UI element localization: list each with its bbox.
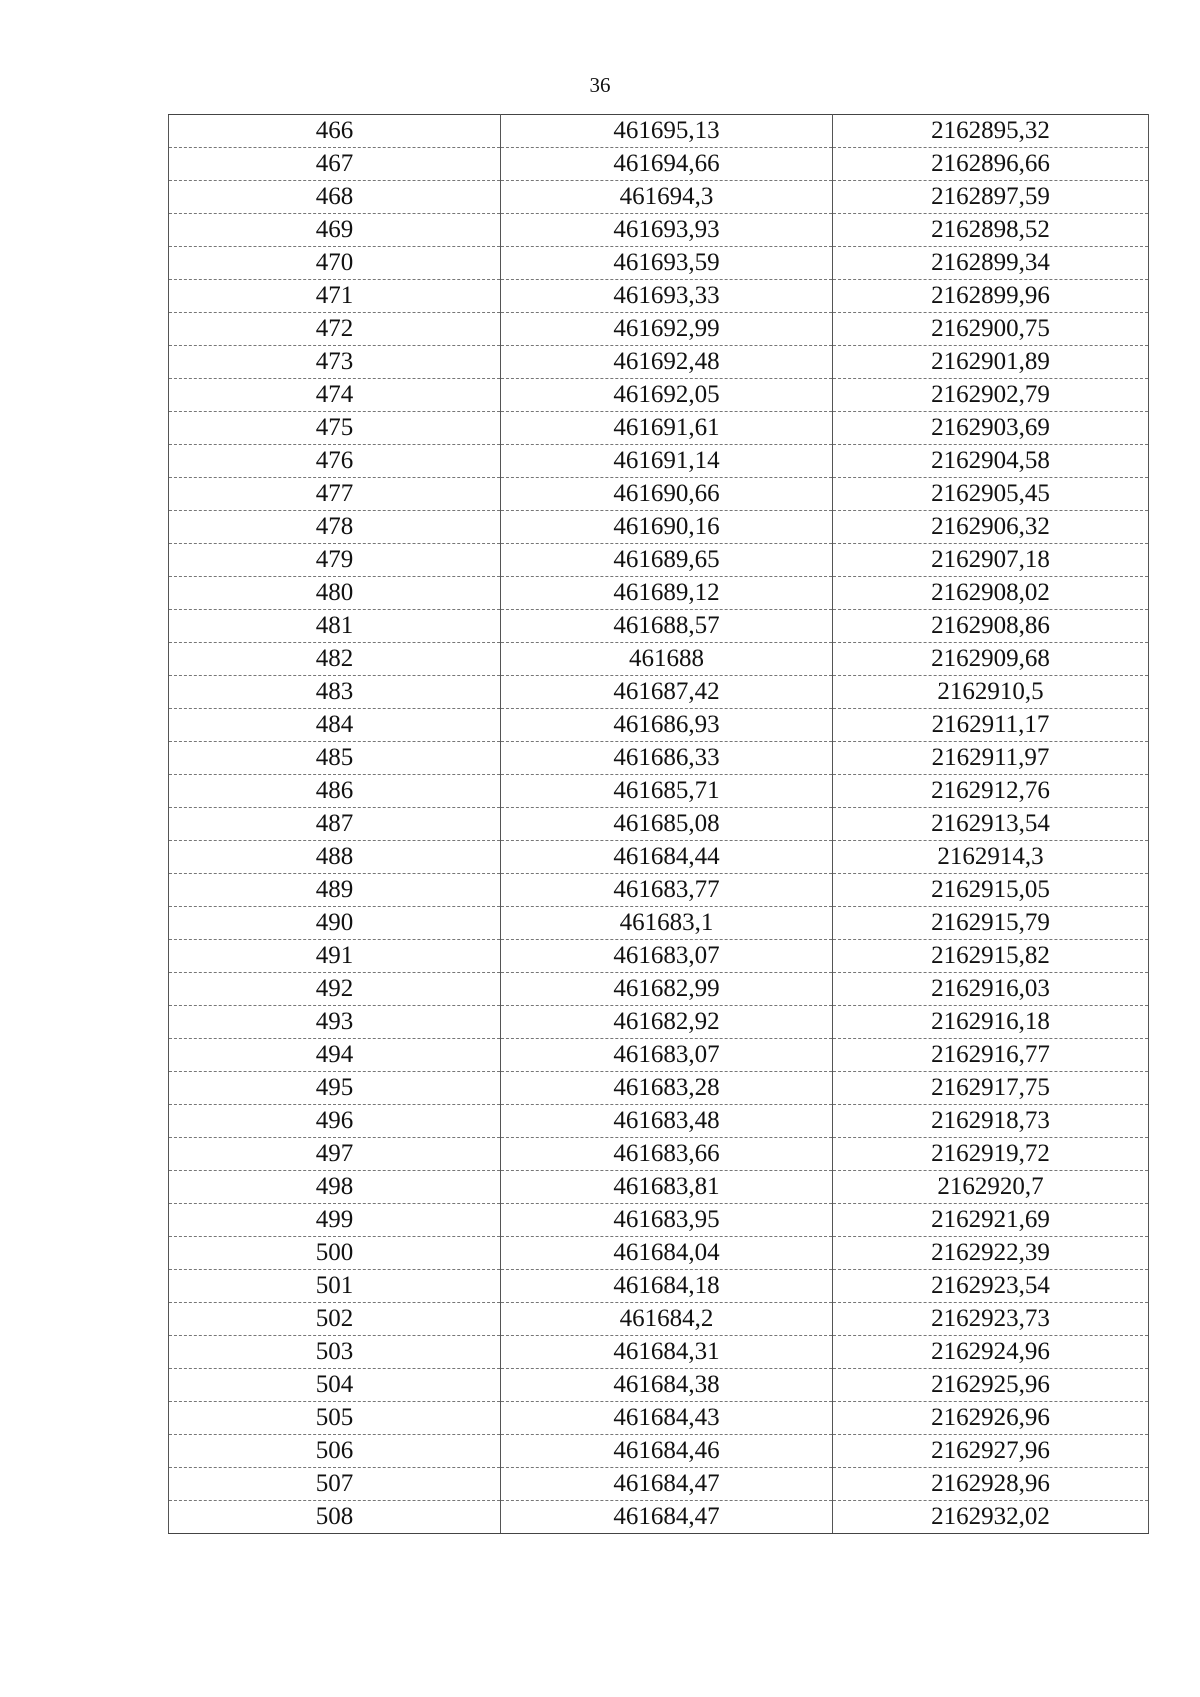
point-number-cell: 469 xyxy=(169,214,501,247)
x-coordinate-cell: 461686,33 xyxy=(501,742,833,775)
point-number-cell: 497 xyxy=(169,1138,501,1171)
point-number-cell: 502 xyxy=(169,1303,501,1336)
table-row xyxy=(169,478,1149,511)
y-coordinate-cell: 2162898,52 xyxy=(833,214,1149,247)
x-coordinate-cell: 461683,07 xyxy=(501,940,833,973)
y-coordinate-cell: 2162916,77 xyxy=(833,1039,1149,1072)
y-coordinate-cell: 2162932,02 xyxy=(833,1501,1149,1534)
x-coordinate-cell: 461685,08 xyxy=(501,808,833,841)
table-row xyxy=(169,775,1149,808)
table-row xyxy=(169,1303,1149,1336)
x-coordinate-cell: 461694,3 xyxy=(501,181,833,214)
x-coordinate-cell: 461684,2 xyxy=(501,1303,833,1336)
y-coordinate-cell: 2162916,03 xyxy=(833,973,1149,1006)
table-row xyxy=(169,643,1149,676)
point-number-cell: 490 xyxy=(169,907,501,940)
x-coordinate-cell: 461692,99 xyxy=(501,313,833,346)
point-number-cell: 498 xyxy=(169,1171,501,1204)
point-number-cell: 466 xyxy=(169,115,501,148)
point-number-cell: 506 xyxy=(169,1435,501,1468)
point-number-cell: 470 xyxy=(169,247,501,280)
table-row xyxy=(169,907,1149,940)
table-row xyxy=(169,1270,1149,1303)
x-coordinate-cell: 461684,04 xyxy=(501,1237,833,1270)
point-number-cell: 496 xyxy=(169,1105,501,1138)
point-number-cell: 471 xyxy=(169,280,501,313)
table-row xyxy=(169,1369,1149,1402)
table-row xyxy=(169,1435,1149,1468)
x-coordinate-cell: 461695,13 xyxy=(501,115,833,148)
x-coordinate-cell: 461689,12 xyxy=(501,577,833,610)
table-row xyxy=(169,1072,1149,1105)
point-number-cell: 474 xyxy=(169,379,501,412)
y-coordinate-cell: 2162923,73 xyxy=(833,1303,1149,1336)
y-coordinate-cell: 2162910,5 xyxy=(833,676,1149,709)
point-number-cell: 489 xyxy=(169,874,501,907)
point-number-cell: 505 xyxy=(169,1402,501,1435)
y-coordinate-cell: 2162918,73 xyxy=(833,1105,1149,1138)
table-row xyxy=(169,676,1149,709)
y-coordinate-cell: 2162926,96 xyxy=(833,1402,1149,1435)
x-coordinate-cell: 461688 xyxy=(501,643,833,676)
table-row xyxy=(169,1468,1149,1501)
y-coordinate-cell: 2162897,59 xyxy=(833,181,1149,214)
y-coordinate-cell: 2162911,97 xyxy=(833,742,1149,775)
table-row xyxy=(169,214,1149,247)
x-coordinate-cell: 461682,99 xyxy=(501,973,833,1006)
y-coordinate-cell: 2162896,66 xyxy=(833,148,1149,181)
x-coordinate-cell: 461683,07 xyxy=(501,1039,833,1072)
table-row xyxy=(169,1171,1149,1204)
point-number-cell: 487 xyxy=(169,808,501,841)
y-coordinate-cell: 2162901,89 xyxy=(833,346,1149,379)
coordinate-table-body xyxy=(169,115,1149,1534)
table-row xyxy=(169,346,1149,379)
x-coordinate-cell: 461683,1 xyxy=(501,907,833,940)
x-coordinate-cell: 461690,66 xyxy=(501,478,833,511)
x-coordinate-cell: 461693,33 xyxy=(501,280,833,313)
table-row xyxy=(169,247,1149,280)
y-coordinate-cell: 2162906,32 xyxy=(833,511,1149,544)
y-coordinate-cell: 2162915,82 xyxy=(833,940,1149,973)
x-coordinate-cell: 461683,66 xyxy=(501,1138,833,1171)
table-row xyxy=(169,973,1149,1006)
x-coordinate-cell: 461683,77 xyxy=(501,874,833,907)
y-coordinate-cell: 2162921,69 xyxy=(833,1204,1149,1237)
table-row xyxy=(169,874,1149,907)
y-coordinate-cell: 2162904,58 xyxy=(833,445,1149,478)
point-number-cell: 503 xyxy=(169,1336,501,1369)
point-number-cell: 500 xyxy=(169,1237,501,1270)
table-row xyxy=(169,280,1149,313)
page-number: 36 xyxy=(589,73,611,97)
point-number-cell: 468 xyxy=(169,181,501,214)
point-number-cell: 504 xyxy=(169,1369,501,1402)
y-coordinate-cell: 2162919,72 xyxy=(833,1138,1149,1171)
point-number-cell: 485 xyxy=(169,742,501,775)
y-coordinate-cell: 2162913,54 xyxy=(833,808,1149,841)
x-coordinate-cell: 461684,18 xyxy=(501,1270,833,1303)
x-coordinate-cell: 461692,48 xyxy=(501,346,833,379)
table-row xyxy=(169,709,1149,742)
x-coordinate-cell: 461689,65 xyxy=(501,544,833,577)
x-coordinate-cell: 461693,93 xyxy=(501,214,833,247)
table-row xyxy=(169,940,1149,973)
table-row xyxy=(169,1105,1149,1138)
point-number-cell: 481 xyxy=(169,610,501,643)
point-number-cell: 480 xyxy=(169,577,501,610)
point-number-cell: 473 xyxy=(169,346,501,379)
x-coordinate-cell: 461688,57 xyxy=(501,610,833,643)
x-coordinate-cell: 461683,81 xyxy=(501,1171,833,1204)
point-number-cell: 479 xyxy=(169,544,501,577)
y-coordinate-cell: 2162928,96 xyxy=(833,1468,1149,1501)
point-number-cell: 492 xyxy=(169,973,501,1006)
y-coordinate-cell: 2162899,34 xyxy=(833,247,1149,280)
table-row xyxy=(169,1204,1149,1237)
point-number-cell: 488 xyxy=(169,841,501,874)
y-coordinate-cell: 2162900,75 xyxy=(833,313,1149,346)
point-number-cell: 472 xyxy=(169,313,501,346)
table-row xyxy=(169,379,1149,412)
point-number-cell: 478 xyxy=(169,511,501,544)
x-coordinate-cell: 461684,46 xyxy=(501,1435,833,1468)
table-row xyxy=(169,1336,1149,1369)
point-number-cell: 491 xyxy=(169,940,501,973)
x-coordinate-cell: 461684,31 xyxy=(501,1336,833,1369)
x-coordinate-cell: 461685,71 xyxy=(501,775,833,808)
table-row xyxy=(169,610,1149,643)
y-coordinate-cell: 2162920,7 xyxy=(833,1171,1149,1204)
table-row xyxy=(169,742,1149,775)
table-row xyxy=(169,577,1149,610)
point-number-cell: 507 xyxy=(169,1468,501,1501)
point-number-cell: 508 xyxy=(169,1501,501,1534)
x-coordinate-cell: 461684,47 xyxy=(501,1501,833,1534)
table-row xyxy=(169,544,1149,577)
y-coordinate-cell: 2162895,32 xyxy=(833,115,1149,148)
y-coordinate-cell: 2162917,75 xyxy=(833,1072,1149,1105)
table-row xyxy=(169,1501,1149,1534)
table-row xyxy=(169,841,1149,874)
point-number-cell: 476 xyxy=(169,445,501,478)
x-coordinate-cell: 461684,47 xyxy=(501,1468,833,1501)
y-coordinate-cell: 2162908,02 xyxy=(833,577,1149,610)
table-row xyxy=(169,808,1149,841)
x-coordinate-cell: 461691,14 xyxy=(501,445,833,478)
y-coordinate-cell: 2162923,54 xyxy=(833,1270,1149,1303)
x-coordinate-cell: 461684,44 xyxy=(501,841,833,874)
y-coordinate-cell: 2162903,69 xyxy=(833,412,1149,445)
table-row xyxy=(169,1402,1149,1435)
table-row xyxy=(169,148,1149,181)
table-row xyxy=(169,115,1149,148)
x-coordinate-cell: 461683,48 xyxy=(501,1105,833,1138)
y-coordinate-cell: 2162915,05 xyxy=(833,874,1149,907)
point-number-cell: 483 xyxy=(169,676,501,709)
table-row xyxy=(169,181,1149,214)
point-number-cell: 499 xyxy=(169,1204,501,1237)
table-row xyxy=(169,1237,1149,1270)
point-number-cell: 482 xyxy=(169,643,501,676)
y-coordinate-cell: 2162915,79 xyxy=(833,907,1149,940)
point-number-cell: 467 xyxy=(169,148,501,181)
table-row xyxy=(169,445,1149,478)
point-number-cell: 477 xyxy=(169,478,501,511)
point-number-cell: 486 xyxy=(169,775,501,808)
table-row xyxy=(169,1039,1149,1072)
y-coordinate-cell: 2162925,96 xyxy=(833,1369,1149,1402)
table-row xyxy=(169,1006,1149,1039)
x-coordinate-cell: 461684,38 xyxy=(501,1369,833,1402)
point-number-cell: 494 xyxy=(169,1039,501,1072)
point-number-cell: 475 xyxy=(169,412,501,445)
x-coordinate-cell: 461694,66 xyxy=(501,148,833,181)
y-coordinate-cell: 2162905,45 xyxy=(833,478,1149,511)
y-coordinate-cell: 2162909,68 xyxy=(833,643,1149,676)
y-coordinate-cell: 2162911,17 xyxy=(833,709,1149,742)
x-coordinate-cell: 461683,28 xyxy=(501,1072,833,1105)
x-coordinate-cell: 461686,93 xyxy=(501,709,833,742)
point-number-cell: 501 xyxy=(169,1270,501,1303)
y-coordinate-cell: 2162924,96 xyxy=(833,1336,1149,1369)
x-coordinate-cell: 461687,42 xyxy=(501,676,833,709)
y-coordinate-cell: 2162907,18 xyxy=(833,544,1149,577)
y-coordinate-cell: 2162916,18 xyxy=(833,1006,1149,1039)
table-row xyxy=(169,511,1149,544)
y-coordinate-cell: 2162914,3 xyxy=(833,841,1149,874)
table-row xyxy=(169,412,1149,445)
point-number-cell: 484 xyxy=(169,709,501,742)
table-row xyxy=(169,1138,1149,1171)
point-number-cell: 493 xyxy=(169,1006,501,1039)
coordinate-table xyxy=(168,114,1149,1534)
x-coordinate-cell: 461682,92 xyxy=(501,1006,833,1039)
table-row xyxy=(169,313,1149,346)
point-number-cell: 495 xyxy=(169,1072,501,1105)
x-coordinate-cell: 461691,61 xyxy=(501,412,833,445)
x-coordinate-cell: 461690,16 xyxy=(501,511,833,544)
y-coordinate-cell: 2162899,96 xyxy=(833,280,1149,313)
y-coordinate-cell: 2162908,86 xyxy=(833,610,1149,643)
x-coordinate-cell: 461684,43 xyxy=(501,1402,833,1435)
x-coordinate-cell: 461693,59 xyxy=(501,247,833,280)
x-coordinate-cell: 461692,05 xyxy=(501,379,833,412)
y-coordinate-cell: 2162912,76 xyxy=(833,775,1149,808)
y-coordinate-cell: 2162927,96 xyxy=(833,1435,1149,1468)
y-coordinate-cell: 2162922,39 xyxy=(833,1237,1149,1270)
x-coordinate-cell: 461683,95 xyxy=(501,1204,833,1237)
y-coordinate-cell: 2162902,79 xyxy=(833,379,1149,412)
